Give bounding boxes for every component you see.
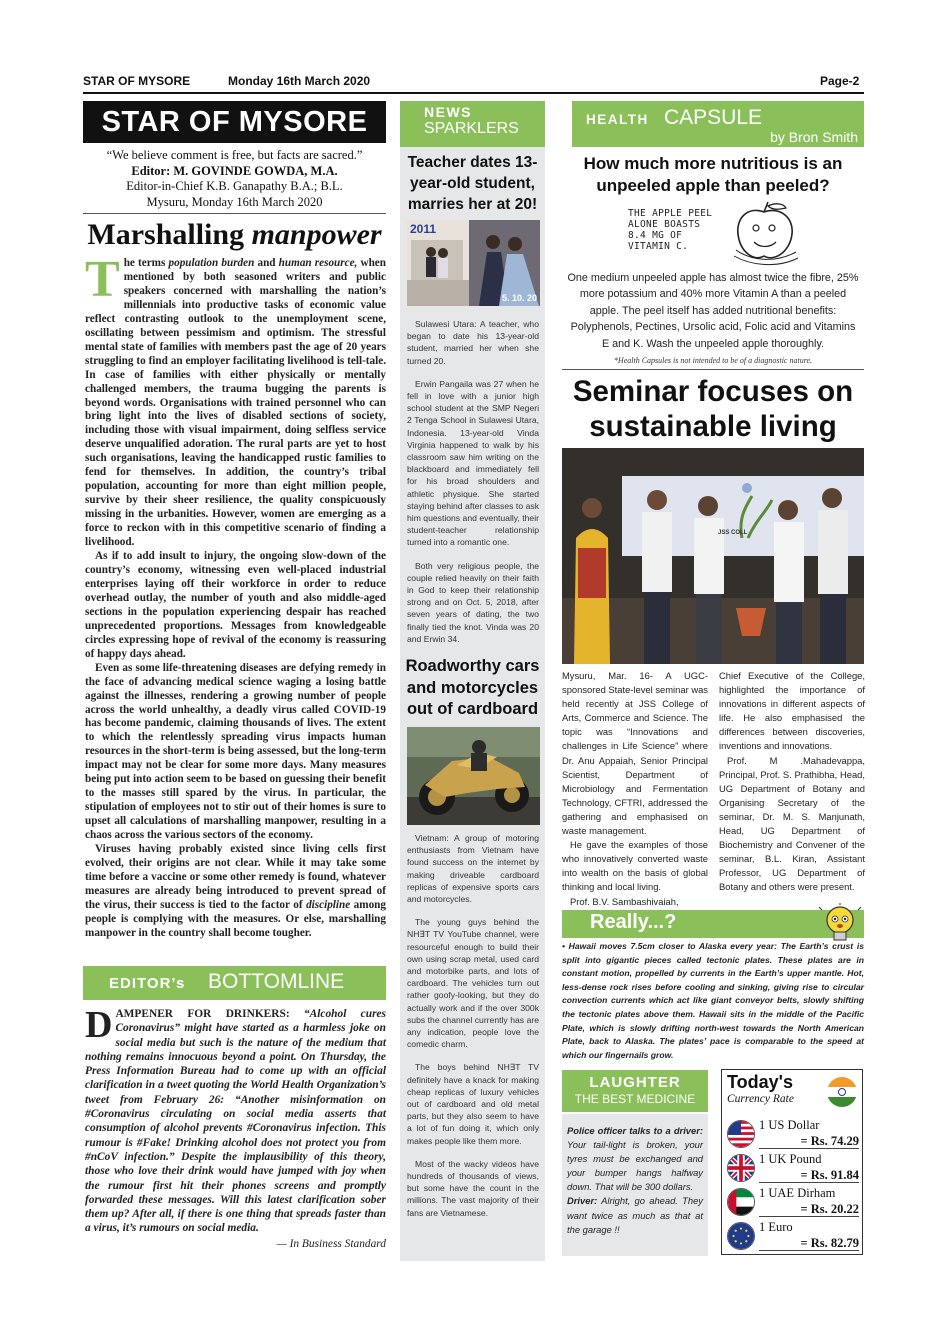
editorial-drop-cap: T bbox=[85, 251, 120, 308]
health-question: How much more nutritious is an unpeeled apple than peeled? bbox=[583, 154, 843, 195]
laughter-label-top: LAUGHTER bbox=[589, 1074, 681, 1091]
cardboard-story-headline: Roadworthy cars and motorcycles out of cardboard bbox=[405, 657, 540, 718]
art-text-line: THE APPLE PEEL bbox=[628, 208, 713, 219]
currency-rate-box bbox=[721, 1069, 863, 1255]
health-byline: by Bron Smith bbox=[770, 129, 858, 145]
uae-flag-icon bbox=[727, 1188, 755, 1216]
apple-doodle-icon bbox=[730, 200, 800, 268]
cardboard-motorcycle-photo bbox=[407, 727, 540, 825]
story-paragraph: Both very religious people, the couple relied heavily on their faith in God to keep their relationship strong and on Oct. 5, 2018, after seven years of dating, the two finally tied the knot. Vinda was 20 and Erwin 34. bbox=[407, 560, 539, 644]
editorial-headline-italic: manpower bbox=[251, 218, 382, 251]
editorial-paragraph: As if to add insult to injury, the ongoing slow-down of the country’s economy, witnessing even well-placed industrial enterprises laying off their workforce in order to reduce overhead outlay, the number of youth and also middle-aged sections in the population experiencing despair has reached unprecedented proportions. Messages from knowledgeable circles expressing hope of revival of the economy is reassuring of happy days ahead. bbox=[85, 550, 386, 660]
seminar-paragraph: Prof. B.V. Sambashivaiah, bbox=[570, 895, 679, 907]
bottomline-source: — In Business Standard bbox=[276, 1237, 386, 1250]
teacher-wedding-photo bbox=[407, 220, 540, 306]
currency-rate: = Rs. 20.22 bbox=[800, 1202, 859, 1216]
lightbulb-icon bbox=[818, 902, 862, 944]
eu-flag-icon bbox=[727, 1222, 755, 1250]
really-label: Really...? bbox=[590, 911, 677, 933]
india-flag-icon bbox=[826, 1076, 858, 1108]
rate-row-usd bbox=[725, 1118, 859, 1150]
joke-speaker: Driver: bbox=[567, 1195, 598, 1207]
uk-flag-icon bbox=[727, 1154, 755, 1182]
health-label-small: HEALTH bbox=[586, 112, 649, 127]
teacher-story-headline: Teacher dates 13-year-old student, marries her at 20! bbox=[407, 154, 538, 213]
bottomline-drop-cap: D bbox=[85, 1004, 113, 1046]
health-capsule-banner bbox=[562, 101, 864, 147]
seminar-headline: Seminar focuses on sustainable living bbox=[572, 375, 854, 443]
currency-name: 1 US Dollar bbox=[759, 1118, 820, 1132]
story-paragraph: Sulawesi Utara: A teacher, who began to date his 13-year-old student, married her when she turned 20. bbox=[407, 319, 539, 366]
header-paper-name: STAR OF MYSORE bbox=[83, 74, 191, 88]
health-label-big: CAPSULE bbox=[664, 106, 763, 129]
editorial-paragraph: Even as some life-threatening diseases are defying remedy in the face of advancing medical science waging a losing battle against the illnesses, rendering a growing number of people across the world unhealthy, a deadly virus called COVID-19 has become pandemic, claiming thousands of lives. The extent to which the relentlessly spreading virus impacts human resources in the short-term is being assessed, but the long-term impact may not be clear for some more days. Many measures being put into action seem to be based on guessing their benefit to the masses still spared by the virus. In particular, the stipulation of employees not to stir out of their homes is sure to upset all calculations of marshalling manpower, resulting in a chaos across the various sectors of the economy. bbox=[85, 661, 386, 842]
currency-name: 1 Euro bbox=[759, 1220, 793, 1234]
currency-name: 1 UAE Dirham bbox=[759, 1186, 836, 1200]
rates-title: Today's bbox=[727, 1072, 793, 1092]
header-date: Monday 16th March 2020 bbox=[228, 74, 371, 88]
rate-underline bbox=[759, 1216, 859, 1217]
story-paragraph: Vietnam: A group of motoring enthusiasts from Vietnam have found success on the internet by making driveable cardboard replicas of expensive sports cars and motorcycles. bbox=[407, 833, 539, 905]
bottomline-label-small: EDITOR’s bbox=[109, 975, 186, 992]
story-paragraph: The young guys behind the NH∃T TV YouTube channel, were resourceful enough to build their own using scrap metal, used card and motorbike parts, and lots of cardboard. The vehicles turn out rather goofy-looking, but they do actually work and if the over 300k subs the channel currently has are any indication, people love the comedic charm. bbox=[407, 917, 539, 1050]
apple-illustration bbox=[620, 200, 800, 268]
rate-row-gbp bbox=[725, 1152, 859, 1184]
laughter-label-bottom: THE BEST MEDICINE bbox=[574, 1092, 696, 1106]
laughter-joke: Police officer talks to a driver: Your tail-light is broken, your tyres must be exchanged and your bumper hangs halfway down. That will be 300 dollars. Driver: Alright, go ahead. They want twice as much as that at the garage !! bbox=[567, 1125, 703, 1235]
seminar-body-col2 bbox=[719, 669, 865, 895]
currency-rate: = Rs. 91.84 bbox=[800, 1168, 859, 1182]
news-sparklers-banner bbox=[400, 101, 545, 147]
photo-year-label: 2011 bbox=[410, 222, 437, 236]
editorial-headline bbox=[83, 218, 386, 252]
really-text: • Hawaii moves 7.5cm closer to Alaska every year: The Earth’s crust is split into gigantic pieces called tectonic plates. These plates are in constant motion, propelled by currents in the Earth’s upper mantle. Hot, less-dense rock rises before cooling and sinking, giving rise to circular convection currents which act like giant conveyor belts, slowly shifting the tectonic plates above them. Hawaii sits in the middle of the Pacific Plate, which is slowly drifting north-west towards the North American Plate, back to Alaska. The plates’ pace is comparable to the speed at which our fingernails grow. bbox=[562, 941, 864, 1060]
editor-in-chief-line: Editor-in-Chief K.B. Ganapathy B.A.; B.L. bbox=[126, 179, 343, 193]
art-text-line: 8.4 MG OF bbox=[628, 230, 683, 241]
news-label-top: NEWS bbox=[424, 104, 472, 120]
bottomline-body: DAMPENER FOR DRINKERS: “Alcohol cures Coronavirus” might have started as a harmless joke on social media but such is the nature of the medium that nothing remains innocuous beyond a point. On Thursday, the Press Information Bureau had to come up with an official clarification in a tweet quoting the World Health Organization’s tweet from February 26: “Another misinformation on #Coronavirus circulating on social media asserts that consumption of alcohol prevents #Coronavirus infection. This rumour is #Fake! Drinking alcohol does not protect you from #nCoV infection.” Despite the implausibility of this theory, those who love their drink would have jumped with joy when the rumour first hit their phones screens and promptly forwarded these messages. Will this latest clarification sober them up? After all, if there is one thing that spreads faster than a virus, it’s rumours on social media. — In Business Standard bbox=[85, 1004, 386, 1250]
bottomline-banner bbox=[83, 966, 386, 1000]
us-flag-icon bbox=[727, 1120, 755, 1148]
rate-underline bbox=[759, 1250, 859, 1251]
seminar-body-col1 bbox=[562, 669, 708, 909]
news-label-bottom: SPARKLERS bbox=[424, 120, 519, 137]
editor-line: Editor: M. GOVINDE GOWDA, M.A. bbox=[131, 163, 338, 178]
health-body: One medium unpeeled apple has almost twice the fibre, 25% more potassium and 40% more Vitamin A than a peeled apple. The peel itself has added nutritional benefits: Polyphenols, Pectines, Ursolic acid, Folic acid and Vitamins E and K. Wash the unpeeled apple thoroughly. bbox=[567, 272, 859, 350]
story-paragraph: Most of the wacky videos have hundreds of thousands of views, but some have the count in the millions. The vast majority of their fans are Vietnamese. bbox=[407, 1158, 539, 1218]
art-text-line: ALONE BOASTS bbox=[628, 219, 701, 230]
teacher-story-body bbox=[407, 318, 539, 656]
seminar-paragraph: Prof. M .Mahadevappa, Principal, Prof. S. Prathibha, Head, UG Department of Botany and Organising Secretary of the seminar, Dr. M. S. Manjunath, Head, UG Department of Biochemistry and Convener of the seminar, B.L. Kiran, Assistant Professor, UG Department of Botany and others were present. bbox=[719, 754, 865, 893]
rates-subtitle: Currency Rate bbox=[727, 1093, 794, 1105]
rate-underline bbox=[759, 1182, 859, 1183]
rate-row-eur bbox=[725, 1220, 859, 1252]
joke-speaker: Police officer talks to a driver: bbox=[567, 1125, 703, 1136]
laughter-banner bbox=[562, 1070, 708, 1112]
currency-name: 1 UK Pound bbox=[759, 1152, 822, 1166]
photo-date-label: 5. 10. 20 bbox=[501, 293, 537, 303]
story-paragraph: Erwin Pangaila was 27 when he fell in love with a junior high school student at the SMP Negeri 2 Tenga School in Sulawesi Utara, Indonesia. 13-year-old Vinda Virginia happened to walk by his classroom saw him writing on the blackboard and immediately fell for his broad shoulders and athletic physique. She started staying behind after classes to ask him questions and eventually, their student-teacher relationship turned into a romantic one. bbox=[407, 378, 539, 548]
seminar-paragraph: Mysuru, Mar. 16- A UGC-sponsored State-level seminar was held recently at JSS College of Arts, Commerce and Science. The topic was “Innovations and challenges in Life Science” where Dr. Anu Appaiah, Senior Principal Scientist, Department of Microbiology and Fermentation Technology, CFTRI, addressed the gathering and emphasised on waste management. bbox=[562, 670, 708, 837]
editorial-headline-plain: Marshalling bbox=[87, 218, 245, 251]
seminar-photo bbox=[562, 448, 864, 664]
header-page-number: Page-2 bbox=[820, 74, 860, 88]
currency-rate: = Rs. 82.79 bbox=[800, 1236, 859, 1250]
editorial-paragraph: Viruses having probably existed since living cells first evolved, their origins are not clear. While it may take some time before a vaccine or some other remedy is found, whatever measures are already being introduced to prevent spread of the virus, their success is tied to the factor of discipline among people is complying with the measures. Or else, marshalling manpower in the country shall become tougher. bbox=[85, 843, 386, 939]
seminar-paragraph: He gave the examples of those who innovatively converted waste into wealth on the basis of global thinking and local living. bbox=[562, 839, 708, 893]
cardboard-story-body bbox=[407, 832, 539, 1230]
seminar-paragraph: Chief Executive of the College, highlighted the importance of innovations in different aspects of life. He also emphasised the differences between discoveries, inventions and innovations. bbox=[719, 670, 865, 752]
masthead-block bbox=[83, 148, 386, 210]
banner-notch bbox=[562, 101, 572, 147]
rate-underline bbox=[759, 1148, 859, 1149]
rate-row-aed bbox=[725, 1186, 859, 1218]
currency-rate: = Rs. 74.29 bbox=[800, 1134, 859, 1148]
masthead-title: STAR OF MYSORE bbox=[83, 101, 386, 143]
health-disclaimer: *Health Capsules is not intended to be of a diagnostic nature. bbox=[613, 356, 813, 365]
story-paragraph: The boys behind NH∃T TV definitely have a knack for making cheap replicas of luxury vehicles out of cardboard and old metal parts, but they also seem to have a lot of fun doing it, which only makes people like them more. bbox=[407, 1062, 539, 1146]
bottomline-label-big: BOTTOMLINE bbox=[208, 970, 345, 993]
divider bbox=[83, 213, 386, 214]
seminar-banner-text: JSS COLL bbox=[718, 530, 748, 536]
art-text-line: VITAMIN C. bbox=[628, 241, 689, 252]
header-rule bbox=[83, 92, 864, 94]
motto: “We believe comment is free, but facts are sacred.” bbox=[106, 148, 363, 162]
dateline: Mysuru, Monday 16th March 2020 bbox=[146, 194, 323, 209]
divider bbox=[562, 369, 864, 370]
editorial-body: The terms population burden and human resource, when mentioned by both seasoned writers and public speakers concerned with marshalling the nation’s millennials into productive tasks of economic value reflect contrasting outlook to the unemployment scene, oscillating between pessimism and optimism. The stressful mental state of families with members past the age of 20 years struggling to find an employer facilitating livelihood is tell-tale. In case of families with either physically or mentally challenged members, the trauma bugging the parents is beyond words. Organisations with trained personnel who can bring light into the lives of disabled sections of society, including those with visual impairment, doing selfless service deserve unqualified adoration. The rural parts are yet to host such organisations, leaving the handicapped rustic families to fend for themselves. In addition, the country’s tribal population, accounting for more than eight million people, survive by their sheer resilience, the quality conspicuously missing in the urbanities. However, women are emerging as a force to reckon with in this competitive scenario of finding a livelihood. As if to add insult to injury, the ongoing slow-down of the country’s economy, witnessing even well-placed industrial enterprises laying off their workforce in order to reduce overhead outlay, the number of youth and also middle-aged sections in the population experiencing despair has reached unprecedented proportions. Messages from knowledgeable circles expressing hope of revival of the economy is reassuring of happy days ahead. Even as some life-threatening diseases are defying remedy in the face of advancing medical science waging a losing battle against the illnesses, rendering a growing number of people across the world unhealthy, a deadly virus called COVID-19 has become pandemic, claiming thousands of lives. The extent to which the relentlessly spreading virus impacts human resources in the short-term is being assessed, but the long-term impact may not be clear for some more days. Many measures being put into action seem to be based on guessing their benefit to the masses still spared by the virus. In particular, the stipulation of employees not to stir out of their homes is sure to upset all calculations of marshalling manpower, resulting in a chaos across the various sectors of the economy. Viruses having probably existed since living cells first evolved, their origins are not clear. While it may take some time before a vaccine or some other remedy is found, whatever measures are already being introduced to prevent spread of the virus, their success is tied to the factor of discipline among people is complying with the measures. Or else, marshalling manpower in the country shall become tougher. bbox=[85, 251, 386, 939]
